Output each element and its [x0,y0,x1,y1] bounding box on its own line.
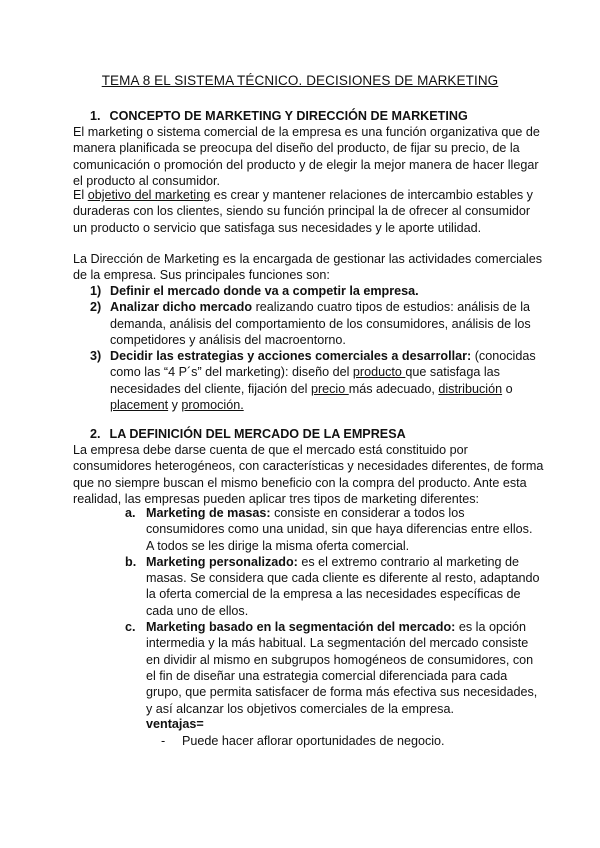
bold-term: Marketing basado en la segmentación del mercado: [146,620,456,635]
list-item-line: competidores y análisis del macroentorno. [110,332,346,347]
bullet-text: Puede hacer aflorar oportunidades de negocio. [182,734,445,748]
list-item-line: la oferta comercial de la empresa a las necesidades específicas de [146,587,521,602]
paragraph-line: La Dirección de Marketing es la encargada de gestionar las actividades comerciales [73,252,543,266]
section-1-number: 1. [90,109,101,123]
section-1-title: CONCEPTO DE MARKETING Y DIRECCIÓN DE MARKETING [109,109,468,123]
list-item-line: intermedia y la más habitual. La segmentación del mercado consiste [146,636,529,651]
paragraph-line: el producto al consumidor. [73,173,221,188]
list-number: 2) [90,300,102,315]
list-item-line: masas. Se considera que cada cliente es diferente al resto, adaptando [146,571,540,586]
list-item [125,554,540,619]
list-item-line: en dividir al mismo en subgrupos homogéneos de consumidores, con [146,652,534,667]
paragraph-line: La empresa debe darse cuenta de que el mercado está constituido por [73,443,468,457]
list-item-line: consumidores como una unidad, sin que haya diferencias entre ellos. [146,522,533,537]
list-item-line [110,397,530,413]
dash-marker: - [161,734,166,748]
text-span: necesidades del cliente, fijación del [110,381,311,396]
paragraph-line: que no siempre buscan el mismo beneficio con la compra del producto. Ante esta [73,475,527,490]
underlined-term: objetivo del marketing [87,188,211,202]
paragraph-market-intro [73,442,544,507]
list-number: 3) [90,349,102,364]
marketing-types-list [125,505,540,717]
bold-term: Decidir las estrategias y acciones comerciales a desarrollar: [110,349,472,364]
document-title: TEMA 8 EL SISTEMA TÉCNICO. DECISIONES DE MARKETING [101,73,499,88]
text-span: realizando cuatro tipos de estudios: análisis de la [252,300,531,315]
list-item [90,299,530,348]
list-item [90,348,536,413]
underlined-term: producto [352,365,406,380]
list-item [125,619,538,717]
section-2-heading [90,426,406,442]
list-item-line [110,381,530,397]
paragraph-line [73,187,533,203]
text-span: El [73,188,88,202]
section-2-number: 2. [90,427,101,441]
bold-term: Analizar dicho mercado [110,300,253,315]
list-item [125,505,533,554]
text-span: como las “4 P´s” del marketing): diseño del [110,365,353,380]
list-letter: c. [125,620,136,635]
paragraph-line: un producto o servicio que satisfaga sus necesidades y le aporte utilidad. [73,220,482,235]
list-item-line [110,348,536,364]
paragraph-line: El marketing o sistema comercial de la empresa es una función organizativa que de [73,125,540,139]
text-span: es el extremo contrario al marketing de [297,554,520,569]
underlined-term: distribución [438,381,503,396]
bullet-item [161,733,445,749]
list-item-line: grupo, que permita satisfacer de forma más efectiva sus necesidades, [146,685,538,700]
paragraph-marketing-objective [73,187,533,236]
text-span: más adecuado, [348,381,439,396]
bold-term: Marketing personalizado: [146,554,298,569]
list-item-line [146,554,525,570]
paragraph-line: manera planificada se preocupa del diseño del producto, de fijar su precio, de la [73,141,520,156]
list-item-line [146,505,525,521]
paragraph-line: de la empresa. Sus principales funciones son: [73,268,330,283]
list-item-line: y así alcanzar los objetivos comerciales de la empresa. [146,701,454,716]
paragraph-line: realidad, las empresas pueden aplicar tres tipos de marketing diferentes: [73,491,480,506]
paragraph-line: duraderas con los clientes, siendo su función principal la de ofrecer al consumidor [73,204,531,219]
ventajas-label: ventajas= [146,717,204,731]
section-1-heading [90,108,468,124]
list-item-line: el fin de diseñar una estrategia comercial diferenciada para cada [146,668,508,683]
list-item-line [110,299,530,315]
bold-term: Marketing de masas: [146,506,271,520]
paragraph-marketing-direction [73,251,543,284]
list-number: 1) [90,284,102,298]
text-span: y [168,398,182,413]
list-item-text: Definir el mercado donde va a competir la empresa. [110,284,419,298]
paragraph-line: consumidores heterogéneos, con características y necesidades diferentes, de forma [73,459,544,474]
underlined-term: precio [310,381,349,396]
text-span: que satisfaga las [405,365,500,380]
text-span: o [502,381,513,396]
list-item-line: demanda, análisis del comportamiento de los consumidores, análisis de los [110,316,531,331]
list-item-line: A todos se les dirige la misma oferta comercial. [146,538,410,553]
list-letter: b. [125,554,137,569]
list-item [90,283,530,299]
list-letter: a. [125,506,136,520]
paragraph-marketing-definition [73,124,540,189]
text-span: es crear y mantener relaciones de intercambio estables y [210,188,533,202]
underlined-term: placement [110,398,169,413]
section-2-title: LA DEFINICIÓN DEL MERCADO DE LA EMPRESA [109,427,406,441]
text-span: (conocidas [471,349,536,364]
text-span: consiste en considerar a todos los [270,506,465,520]
list-item-line: cada uno de ellos. [146,603,249,618]
text-span: es la opción [455,620,527,635]
underlined-term: promoción. [181,398,244,413]
list-item-line [146,619,525,635]
paragraph-line: comunicación o promoción del producto y de elegir la mejor manera de hacer llegar [73,157,539,172]
list-item-line [110,364,530,380]
functions-list [90,283,536,413]
